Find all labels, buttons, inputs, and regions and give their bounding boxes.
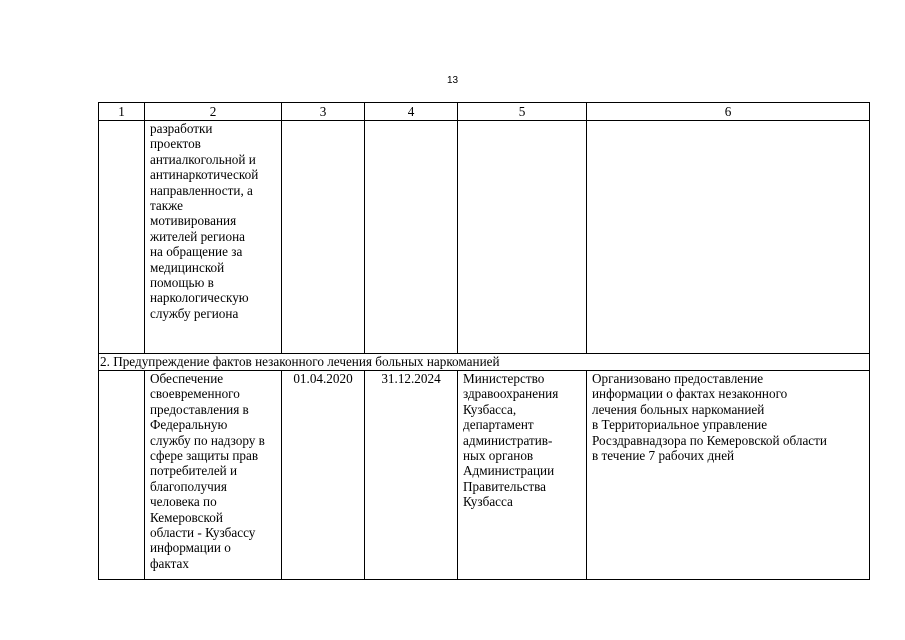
table-row bbox=[99, 121, 870, 354]
measure-text-cell bbox=[145, 121, 282, 354]
result-text: Организовано предоставление информации о фактах незаконного лечения больных наркоманией в Территориальное управление Росздравнадзора по Кемеровской области в течение 7 рабочих дней bbox=[592, 371, 827, 464]
responsible-cell bbox=[458, 121, 587, 354]
section-row bbox=[99, 354, 870, 371]
page-number: 13 bbox=[446, 75, 459, 86]
start-date-cell bbox=[282, 371, 365, 580]
table-row bbox=[99, 371, 870, 580]
end-date-cell bbox=[365, 121, 458, 354]
header-col-2: 2 bbox=[145, 103, 282, 121]
measure-text: Обеспечение своевременного предоставления в Федеральную службу по надзору в сфере защиты прав потребителей и благополучия человека по Кемеровской области - Кузбассу информации о фактах bbox=[150, 371, 265, 571]
start-date: 01.04.2020 bbox=[293, 371, 353, 386]
row-number-cell bbox=[99, 371, 145, 580]
header-col-4: 4 bbox=[365, 103, 458, 121]
responsible-text: Министерство здравоохранения Кузбасса, департамент административ- ных органов Администрации Правительства Кузбасса bbox=[463, 371, 559, 510]
row-number-cell bbox=[99, 121, 145, 354]
header-col-5: 5 bbox=[458, 103, 587, 121]
header-col-3: 3 bbox=[282, 103, 365, 121]
table-header-row bbox=[99, 103, 870, 121]
header-col-6: 6 bbox=[587, 103, 870, 121]
section-title: 2. Предупреждение фактов незаконного лечения больных наркоманией bbox=[99, 354, 870, 371]
plan-table bbox=[98, 102, 870, 580]
end-date-cell bbox=[365, 371, 458, 580]
responsible-cell bbox=[458, 371, 587, 580]
start-date-cell bbox=[282, 121, 365, 354]
result-cell bbox=[587, 371, 870, 580]
measure-text-cell bbox=[145, 371, 282, 580]
end-date: 31.12.2024 bbox=[381, 371, 441, 386]
measure-text: разработки проектов антиалкогольной и антинаркотической направленности, а также мотивирования жителей региона на обращение за медицинской помощью в наркологическую службу региона bbox=[150, 121, 259, 321]
result-cell bbox=[587, 121, 870, 354]
header-col-1: 1 bbox=[99, 103, 145, 121]
